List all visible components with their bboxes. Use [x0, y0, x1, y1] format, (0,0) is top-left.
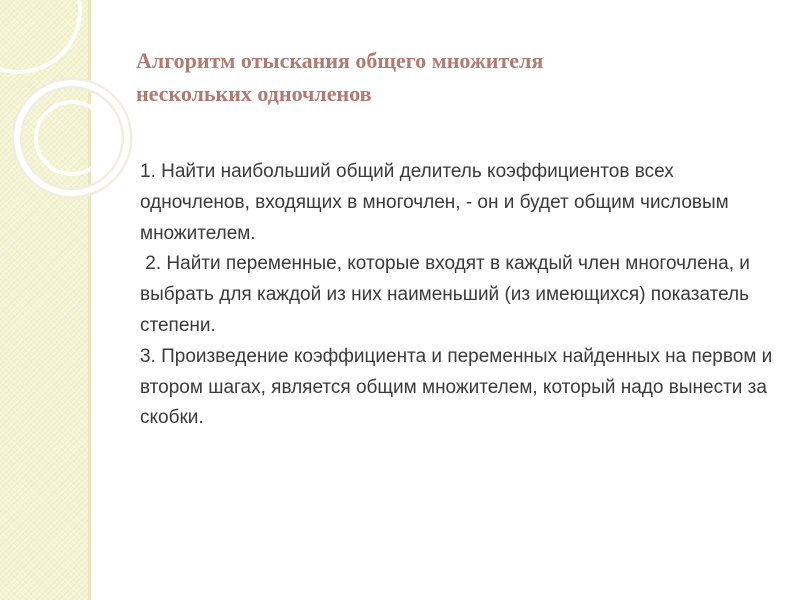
step-3-text: 3. Произведение коэффициента и переменных найденных на первом и втором шагах, является общим множителем, который надо вынести за скобки.	[140, 345, 778, 429]
title-line-1: Алгоритм отыскания общего множителя	[136, 48, 544, 73]
ring-outer-highlight	[17, 83, 127, 193]
ring-inner	[36, 102, 108, 174]
slide-title	[136, 44, 756, 110]
title-line-2: нескольких одночленов	[136, 81, 372, 106]
ring-top	[0, 0, 80, 72]
slide-body	[140, 157, 780, 434]
step-1-text: 1. Найти наибольший общий делитель коэффициентов всех одночленов, входящих в многочлен, - он и будет общим числовым множителем.	[140, 161, 735, 244]
step-2-text: 2. Найти переменные, которые входят в каждый член многочлена, и выбрать для каждой из них наименьший (из имеющихся) показатель степени.	[140, 253, 756, 336]
decorative-rings	[0, 0, 140, 600]
